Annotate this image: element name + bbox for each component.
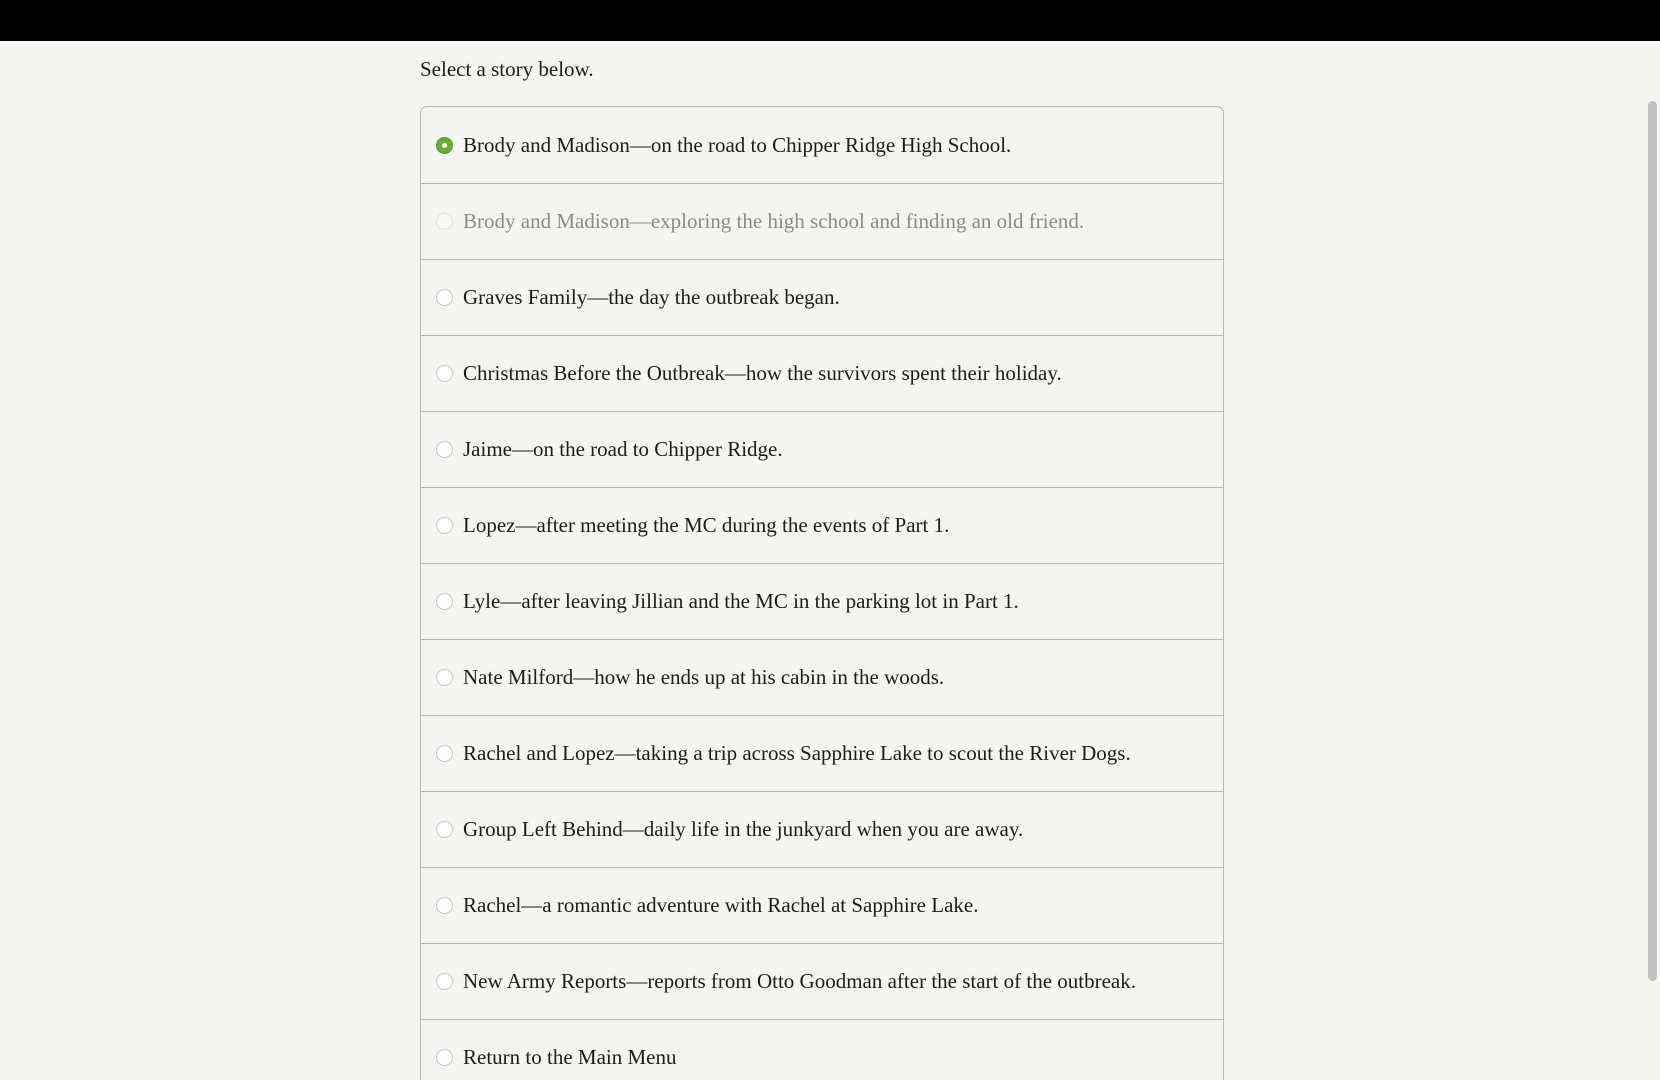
scrollbar-thumb[interactable] — [1648, 101, 1657, 981]
radio-button-icon[interactable] — [436, 441, 453, 458]
choice-label: Group Left Behind—daily life in the junkyard when you are away. — [463, 817, 1024, 841]
scrollbar-track[interactable] — [1646, 41, 1660, 1080]
radio-button-icon[interactable] — [436, 137, 453, 154]
choice-label: Return to the Main Menu — [463, 1045, 677, 1069]
radio-button-icon[interactable] — [436, 365, 453, 382]
choice-label: Christmas Before the Outbreak—how the survivors spent their holiday. — [463, 361, 1062, 385]
radio-button-icon[interactable] — [436, 289, 453, 306]
choice-item[interactable] — [421, 715, 1223, 791]
radio-button-icon[interactable] — [436, 517, 453, 534]
choice-item[interactable] — [421, 563, 1223, 639]
choice-label: Brody and Madison—exploring the high school and finding an old friend. — [463, 209, 1085, 233]
radio-button-icon[interactable] — [436, 745, 453, 762]
radio-button-icon — [436, 213, 453, 230]
story-page — [0, 41, 1660, 1080]
choice-label: Lopez—after meeting the MC during the events of Part 1. — [463, 513, 950, 537]
choice-label: Brody and Madison—on the road to Chipper Ridge High School. — [463, 132, 1012, 157]
choice-item[interactable] — [421, 335, 1223, 411]
choice-item[interactable] — [421, 487, 1223, 563]
radio-button-icon[interactable] — [436, 973, 453, 990]
choice-label: Rachel and Lopez—taking a trip across Sapphire Lake to scout the River Dogs. — [463, 741, 1131, 765]
radio-button-icon[interactable] — [436, 897, 453, 914]
radio-button-icon[interactable] — [436, 669, 453, 686]
prompt-text: Select a story below. — [420, 57, 594, 81]
radio-button-icon[interactable] — [436, 1049, 453, 1066]
story-choice-list — [420, 106, 1224, 1080]
choice-item[interactable] — [421, 259, 1223, 335]
radio-button-icon[interactable] — [436, 593, 453, 610]
top-bar — [0, 0, 1660, 41]
choice-label: Jaime—on the road to Chipper Ridge. — [463, 437, 783, 461]
choice-label: New Army Reports—reports from Otto Goodman after the start of the outbreak. — [463, 969, 1136, 993]
choice-item[interactable] — [421, 639, 1223, 715]
choice-label: Graves Family—the day the outbreak began. — [463, 285, 840, 309]
choice-item[interactable] — [421, 867, 1223, 943]
choice-label: Lyle—after leaving Jillian and the MC in the parking lot in Part 1. — [463, 589, 1019, 613]
choice-label: Rachel—a romantic adventure with Rachel at Sapphire Lake. — [463, 893, 979, 917]
choice-item[interactable] — [421, 943, 1223, 1019]
choice-item[interactable] — [421, 791, 1223, 867]
choice-item[interactable] — [421, 107, 1223, 183]
choice-item — [421, 183, 1223, 259]
radio-button-icon[interactable] — [436, 821, 453, 838]
choice-item[interactable] — [421, 411, 1223, 487]
choice-label: Nate Milford—how he ends up at his cabin in the woods. — [463, 665, 945, 689]
return-to-main-menu-choice[interactable] — [421, 1019, 1223, 1080]
